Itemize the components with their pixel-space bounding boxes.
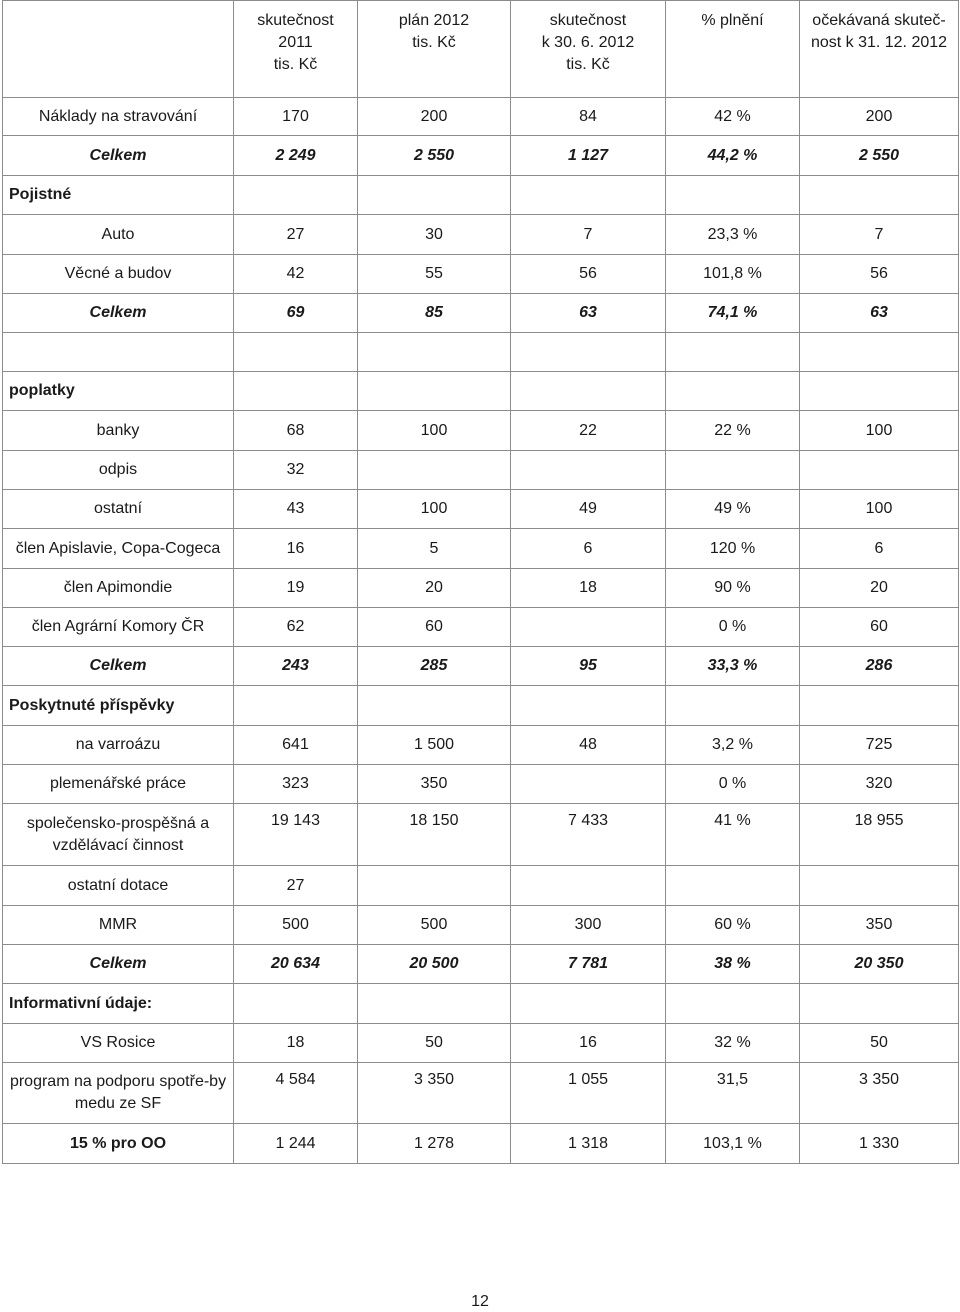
value-cell: 56 bbox=[800, 255, 959, 294]
table-row bbox=[3, 686, 959, 726]
value-cell: 18 150 bbox=[358, 804, 511, 866]
value-cell: 1 127 bbox=[511, 136, 666, 176]
empty-cell bbox=[234, 176, 358, 215]
value-cell: 200 bbox=[358, 98, 511, 136]
value-cell bbox=[800, 451, 959, 490]
value-cell: 16 bbox=[234, 529, 358, 569]
value-cell bbox=[358, 866, 511, 906]
column-header-line: nost k 31. 12. 2012 bbox=[810, 34, 948, 51]
value-cell: 33,3 % bbox=[666, 647, 800, 686]
value-cell: 101,8 % bbox=[666, 255, 800, 294]
column-header-2 bbox=[358, 1, 511, 98]
empty-cell bbox=[358, 984, 511, 1024]
section-label: Informativní údaje: bbox=[3, 984, 234, 1024]
table-row bbox=[3, 1124, 959, 1164]
empty-cell bbox=[800, 372, 959, 411]
empty-cell bbox=[666, 176, 800, 215]
value-cell: 641 bbox=[234, 726, 358, 765]
table-row bbox=[3, 765, 959, 804]
empty-cell bbox=[511, 333, 666, 372]
empty-cell bbox=[234, 372, 358, 411]
row-label: Celkem bbox=[3, 945, 234, 984]
value-cell bbox=[666, 451, 800, 490]
table-row bbox=[3, 490, 959, 529]
value-cell: 19 143 bbox=[234, 804, 358, 866]
value-cell: 27 bbox=[234, 215, 358, 255]
value-cell: 48 bbox=[511, 726, 666, 765]
table-row bbox=[3, 176, 959, 215]
value-cell: 3 350 bbox=[358, 1063, 511, 1124]
row-label: MMR bbox=[3, 906, 234, 945]
value-cell: 63 bbox=[511, 294, 666, 333]
table-row bbox=[3, 333, 959, 372]
empty-cell bbox=[511, 372, 666, 411]
value-cell: 120 % bbox=[666, 529, 800, 569]
value-cell: 350 bbox=[800, 906, 959, 945]
value-cell: 1 500 bbox=[358, 726, 511, 765]
value-cell: 44,2 % bbox=[666, 136, 800, 176]
value-cell: 42 % bbox=[666, 98, 800, 136]
value-cell: 103,1 % bbox=[666, 1124, 800, 1164]
value-cell: 60 bbox=[358, 608, 511, 647]
value-cell: 1 330 bbox=[800, 1124, 959, 1164]
value-cell: 56 bbox=[511, 255, 666, 294]
value-cell: 2 550 bbox=[358, 136, 511, 176]
value-cell bbox=[511, 866, 666, 906]
value-cell: 20 500 bbox=[358, 945, 511, 984]
row-label: Auto bbox=[3, 215, 234, 255]
empty-cell bbox=[511, 176, 666, 215]
value-cell bbox=[666, 866, 800, 906]
value-cell bbox=[800, 866, 959, 906]
value-cell: 7 bbox=[800, 215, 959, 255]
column-header-line: 2011 bbox=[278, 34, 313, 51]
value-cell: 68 bbox=[234, 411, 358, 451]
column-header-line: tis. Kč bbox=[412, 34, 456, 51]
value-cell: 62 bbox=[234, 608, 358, 647]
row-label: Celkem bbox=[3, 647, 234, 686]
value-cell: 2 249 bbox=[234, 136, 358, 176]
column-header-3 bbox=[511, 1, 666, 98]
value-cell: 0 % bbox=[666, 765, 800, 804]
section-label: Poskytnuté příspěvky bbox=[3, 686, 234, 726]
row-label: VS Rosice bbox=[3, 1024, 234, 1063]
value-cell: 49 % bbox=[666, 490, 800, 529]
value-cell: 22 % bbox=[666, 411, 800, 451]
value-cell bbox=[358, 451, 511, 490]
table-row bbox=[3, 294, 959, 333]
empty-cell bbox=[234, 686, 358, 726]
table-row bbox=[3, 215, 959, 255]
value-cell: 725 bbox=[800, 726, 959, 765]
value-cell bbox=[511, 608, 666, 647]
value-cell: 243 bbox=[234, 647, 358, 686]
value-cell: 300 bbox=[511, 906, 666, 945]
column-header-5 bbox=[800, 1, 959, 98]
column-header-4 bbox=[666, 1, 800, 98]
table-row bbox=[3, 984, 959, 1024]
page-number: 12 bbox=[471, 1293, 489, 1310]
value-cell: 320 bbox=[800, 765, 959, 804]
empty-cell bbox=[3, 333, 234, 372]
value-cell: 19 bbox=[234, 569, 358, 608]
value-cell: 32 % bbox=[666, 1024, 800, 1063]
empty-cell bbox=[800, 333, 959, 372]
value-cell: 200 bbox=[800, 98, 959, 136]
value-cell: 50 bbox=[800, 1024, 959, 1063]
header-row bbox=[3, 1, 959, 98]
value-cell: 0 % bbox=[666, 608, 800, 647]
value-cell: 100 bbox=[358, 411, 511, 451]
table-row bbox=[3, 906, 959, 945]
row-label: Věcné a budov bbox=[3, 255, 234, 294]
row-label: člen Agrární Komory ČR bbox=[3, 608, 234, 647]
value-cell: 18 bbox=[234, 1024, 358, 1063]
value-cell: 18 955 bbox=[800, 804, 959, 866]
column-header-1 bbox=[234, 1, 358, 98]
value-cell: 7 bbox=[511, 215, 666, 255]
value-cell: 69 bbox=[234, 294, 358, 333]
value-cell: 350 bbox=[358, 765, 511, 804]
empty-cell bbox=[234, 984, 358, 1024]
value-cell: 2 550 bbox=[800, 136, 959, 176]
value-cell: 20 bbox=[358, 569, 511, 608]
value-cell: 95 bbox=[511, 647, 666, 686]
column-header-line: % plnění bbox=[701, 12, 764, 29]
value-cell: 7 781 bbox=[511, 945, 666, 984]
table-row bbox=[3, 647, 959, 686]
value-cell bbox=[511, 451, 666, 490]
empty-cell bbox=[800, 686, 959, 726]
value-cell: 22 bbox=[511, 411, 666, 451]
empty-cell bbox=[666, 372, 800, 411]
value-cell: 323 bbox=[234, 765, 358, 804]
empty-cell bbox=[800, 984, 959, 1024]
section-label: Pojistné bbox=[3, 176, 234, 215]
row-label: banky bbox=[3, 411, 234, 451]
table-row bbox=[3, 372, 959, 411]
value-cell: 20 bbox=[800, 569, 959, 608]
value-cell: 55 bbox=[358, 255, 511, 294]
value-cell: 100 bbox=[800, 411, 959, 451]
value-cell: 43 bbox=[234, 490, 358, 529]
empty-cell bbox=[511, 686, 666, 726]
section-label: poplatky bbox=[3, 372, 234, 411]
value-cell: 23,3 % bbox=[666, 215, 800, 255]
row-label: program na podporu spotře-by medu ze SF bbox=[3, 1063, 234, 1124]
value-cell: 4 584 bbox=[234, 1063, 358, 1124]
value-cell: 500 bbox=[234, 906, 358, 945]
value-cell: 84 bbox=[511, 98, 666, 136]
column-header-line: skutečnost bbox=[257, 12, 334, 29]
value-cell bbox=[511, 765, 666, 804]
value-cell: 100 bbox=[800, 490, 959, 529]
value-cell: 170 bbox=[234, 98, 358, 136]
empty-cell bbox=[666, 984, 800, 1024]
value-cell: 5 bbox=[358, 529, 511, 569]
table-row bbox=[3, 804, 959, 866]
value-cell: 27 bbox=[234, 866, 358, 906]
row-label: Náklady na stravování bbox=[3, 98, 234, 136]
column-header-line: tis. Kč bbox=[566, 56, 610, 73]
value-cell: 1 055 bbox=[511, 1063, 666, 1124]
column-header-line: plán 2012 bbox=[398, 12, 470, 29]
column-header-line: k 30. 6. 2012 bbox=[541, 34, 635, 51]
table-row bbox=[3, 866, 959, 906]
value-cell: 7 433 bbox=[511, 804, 666, 866]
row-label: ostatní dotace bbox=[3, 866, 234, 906]
value-cell: 63 bbox=[800, 294, 959, 333]
row-label: člen Apislavie, Copa-Cogeca bbox=[3, 529, 234, 569]
table-row bbox=[3, 136, 959, 176]
value-cell: 6 bbox=[800, 529, 959, 569]
value-cell: 20 634 bbox=[234, 945, 358, 984]
row-label: 15 % pro OO bbox=[3, 1124, 234, 1164]
value-cell: 500 bbox=[358, 906, 511, 945]
table-row bbox=[3, 529, 959, 569]
empty-cell bbox=[666, 333, 800, 372]
row-label: Celkem bbox=[3, 136, 234, 176]
empty-cell bbox=[511, 984, 666, 1024]
table-row bbox=[3, 608, 959, 647]
value-cell: 38 % bbox=[666, 945, 800, 984]
header-corner bbox=[3, 1, 234, 98]
value-cell: 30 bbox=[358, 215, 511, 255]
empty-cell bbox=[666, 686, 800, 726]
empty-cell bbox=[358, 686, 511, 726]
value-cell: 49 bbox=[511, 490, 666, 529]
value-cell: 18 bbox=[511, 569, 666, 608]
value-cell: 3,2 % bbox=[666, 726, 800, 765]
table-row bbox=[3, 726, 959, 765]
value-cell: 1 318 bbox=[511, 1124, 666, 1164]
value-cell: 20 350 bbox=[800, 945, 959, 984]
value-cell: 285 bbox=[358, 647, 511, 686]
row-label: člen Apimondie bbox=[3, 569, 234, 608]
column-header-line: skutečnost bbox=[549, 12, 627, 29]
value-cell: 32 bbox=[234, 451, 358, 490]
value-cell: 1 244 bbox=[234, 1124, 358, 1164]
empty-cell bbox=[358, 176, 511, 215]
value-cell: 90 % bbox=[666, 569, 800, 608]
value-cell: 31,5 bbox=[666, 1063, 800, 1124]
table-row bbox=[3, 1063, 959, 1124]
financial-table bbox=[2, 0, 959, 1164]
value-cell: 42 bbox=[234, 255, 358, 294]
table-row bbox=[3, 1024, 959, 1063]
value-cell: 1 278 bbox=[358, 1124, 511, 1164]
row-label: plemenářské práce bbox=[3, 765, 234, 804]
row-label: společensko-prospěšná a vzdělávací činnost bbox=[3, 804, 234, 866]
empty-cell bbox=[358, 372, 511, 411]
value-cell: 286 bbox=[800, 647, 959, 686]
table-row bbox=[3, 98, 959, 136]
value-cell: 6 bbox=[511, 529, 666, 569]
table-row bbox=[3, 451, 959, 490]
row-label: na varroázu bbox=[3, 726, 234, 765]
value-cell: 74,1 % bbox=[666, 294, 800, 333]
value-cell: 41 % bbox=[666, 804, 800, 866]
column-header-line: tis. Kč bbox=[273, 56, 318, 73]
value-cell: 3 350 bbox=[800, 1063, 959, 1124]
value-cell: 50 bbox=[358, 1024, 511, 1063]
table-row bbox=[3, 255, 959, 294]
value-cell: 16 bbox=[511, 1024, 666, 1063]
value-cell: 60 bbox=[800, 608, 959, 647]
value-cell: 85 bbox=[358, 294, 511, 333]
row-label: ostatní bbox=[3, 490, 234, 529]
empty-cell bbox=[800, 176, 959, 215]
table-row bbox=[3, 945, 959, 984]
empty-cell bbox=[358, 333, 511, 372]
row-label: Celkem bbox=[3, 294, 234, 333]
table-row bbox=[3, 569, 959, 608]
row-label: odpis bbox=[3, 451, 234, 490]
value-cell: 100 bbox=[358, 490, 511, 529]
value-cell: 60 % bbox=[666, 906, 800, 945]
column-header-line: očekávaná skuteč- bbox=[812, 12, 946, 29]
table-row bbox=[3, 411, 959, 451]
empty-cell bbox=[234, 333, 358, 372]
